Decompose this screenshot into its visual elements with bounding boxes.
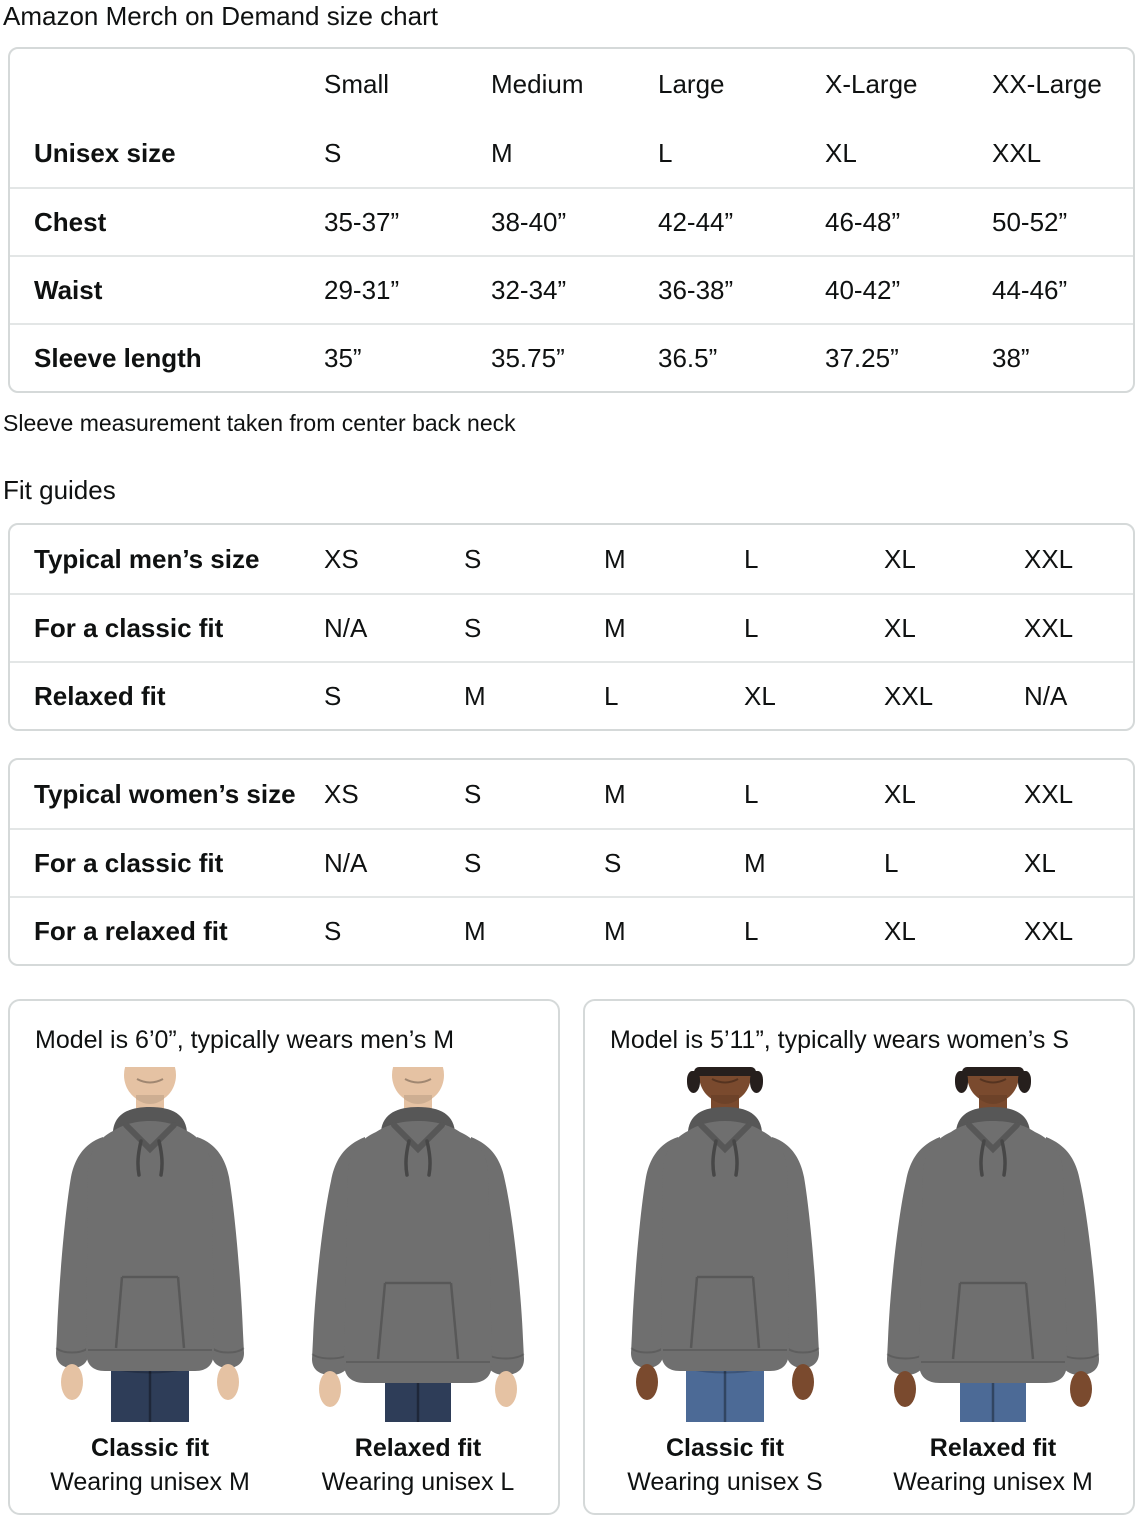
- wearing-caption: Wearing unisex L: [321, 1468, 515, 1496]
- row-label-womens-relaxed-fit: For a relaxed fit: [10, 896, 300, 964]
- column-header-small: Small: [324, 68, 390, 99]
- hoodie-model-icon: [25, 1067, 275, 1422]
- cell: S: [300, 661, 440, 729]
- mens-fit-guide-table: [8, 523, 1135, 731]
- row-label-sleeve-length: Sleeve length: [10, 323, 300, 391]
- cell: M: [604, 543, 626, 574]
- row-label-unisex-size: Unisex size: [34, 137, 176, 168]
- cell: 37.25”: [801, 323, 968, 391]
- cell: S: [580, 828, 720, 896]
- figure-women-relaxed: [865, 1067, 1121, 1496]
- cell: 35”: [300, 323, 467, 391]
- table-row-unisex-size: [10, 119, 1133, 187]
- cell: 32-34”: [467, 255, 634, 323]
- cell: N/A: [1000, 661, 1133, 729]
- womens-fit-guide-table: [8, 758, 1135, 966]
- fit-caption: Classic fit: [90, 1434, 210, 1462]
- table-row-typical-mens-size: [10, 525, 1133, 593]
- cell: 35-37”: [300, 187, 467, 255]
- column-header-medium: Medium: [491, 68, 584, 99]
- figure-men-relaxed: [290, 1067, 546, 1496]
- cell: M: [580, 593, 720, 661]
- row-label-mens-relaxed-fit: Relaxed fit: [10, 661, 300, 729]
- cell: L: [580, 661, 720, 729]
- cell: 36.5”: [634, 323, 801, 391]
- model-cards: [8, 999, 1135, 1515]
- model-photo-women-classic-fit: [600, 1067, 850, 1422]
- cell: 36-38”: [634, 255, 801, 323]
- cell: XXL: [860, 661, 1000, 729]
- cell: M: [720, 828, 860, 896]
- cell: XXL: [1024, 778, 1074, 809]
- table-row-mens-classic-fit: [10, 593, 1133, 661]
- figure-women-classic: [597, 1067, 853, 1496]
- size-chart-header-blank: [10, 49, 300, 119]
- table-row-typical-womens-size: [10, 760, 1133, 828]
- fit-guides-heading: Fit guides: [3, 475, 116, 505]
- cell: L: [744, 543, 759, 574]
- cell: 44-46”: [968, 255, 1133, 323]
- row-label-typical-mens-size: Typical men’s size: [34, 543, 260, 574]
- cell: M: [440, 896, 580, 964]
- card-title-men: Model is 6’0”, typically wears men’s M: [35, 1026, 455, 1054]
- cell: XXL: [1000, 896, 1133, 964]
- row-label-womens-classic-fit: For a classic fit: [10, 828, 300, 896]
- sleeve-measurement-note: Sleeve measurement taken from center back neck: [3, 410, 516, 436]
- hoodie-model-icon: [600, 1067, 850, 1422]
- wearing-caption: Wearing unisex M: [893, 1468, 1093, 1496]
- cell: 42-44”: [634, 187, 801, 255]
- cell: 38-40”: [467, 187, 634, 255]
- column-header-x-large: X-Large: [825, 68, 918, 99]
- cell: XL: [884, 543, 916, 574]
- cell: XS: [324, 543, 359, 574]
- cell: S: [300, 896, 440, 964]
- cell: M: [604, 778, 626, 809]
- cell: XXL: [1000, 593, 1133, 661]
- model-card-women: [583, 999, 1135, 1515]
- wearing-caption: Wearing unisex S: [627, 1468, 823, 1496]
- cell: XL: [825, 137, 857, 168]
- cell: L: [860, 828, 1000, 896]
- row-label-typical-womens-size: Typical women’s size: [34, 778, 296, 809]
- column-header-xx-large: XX-Large: [992, 68, 1102, 99]
- cell: 29-31”: [300, 255, 467, 323]
- cell: S: [464, 778, 482, 809]
- size-chart-table: [8, 47, 1135, 393]
- cell: L: [720, 593, 860, 661]
- model-photo-men-classic-fit: [25, 1067, 275, 1422]
- cell: M: [440, 661, 580, 729]
- row-label-waist: Waist: [10, 255, 300, 323]
- hoodie-model-icon: [293, 1067, 543, 1422]
- cell: N/A: [300, 593, 440, 661]
- table-row-mens-relaxed-fit: [10, 661, 1133, 729]
- fit-caption: Classic fit: [665, 1434, 785, 1462]
- cell: XXL: [1024, 543, 1074, 574]
- cell: 38”: [968, 323, 1133, 391]
- cell: XXL: [992, 137, 1042, 168]
- cell: S: [464, 543, 482, 574]
- cell: L: [720, 896, 860, 964]
- hoodie-model-icon: [868, 1067, 1118, 1422]
- model-photo-women-relaxed-fit: [868, 1067, 1118, 1422]
- column-header-large: Large: [658, 68, 725, 99]
- cell: XL: [884, 778, 916, 809]
- fit-caption: Relaxed fit: [929, 1434, 1057, 1462]
- cell: 46-48”: [801, 187, 968, 255]
- table-row-womens-classic-fit: [10, 828, 1133, 896]
- cell: S: [440, 828, 580, 896]
- wearing-caption: Wearing unisex M: [50, 1468, 250, 1496]
- cell: XL: [720, 661, 860, 729]
- cell: XL: [860, 896, 1000, 964]
- cell: N/A: [300, 828, 440, 896]
- cell: 50-52”: [968, 187, 1133, 255]
- row-label-chest: Chest: [10, 187, 300, 255]
- cell: L: [744, 778, 759, 809]
- cell: 35.75”: [467, 323, 634, 391]
- cell: L: [658, 137, 673, 168]
- cell: XL: [860, 593, 1000, 661]
- table-row-waist: [10, 255, 1133, 323]
- cell: S: [440, 593, 580, 661]
- model-card-men: [8, 999, 560, 1515]
- cell: M: [491, 137, 513, 168]
- table-row-chest: [10, 187, 1133, 255]
- model-photo-men-relaxed-fit: [293, 1067, 543, 1422]
- row-label-mens-classic-fit: For a classic fit: [10, 593, 300, 661]
- cell: XS: [324, 778, 359, 809]
- cell: M: [580, 896, 720, 964]
- table-row-sleeve-length: [10, 323, 1133, 391]
- cell: 40-42”: [801, 255, 968, 323]
- page-title: Amazon Merch on Demand size chart: [3, 1, 438, 31]
- table-row-womens-relaxed-fit: [10, 896, 1133, 964]
- card-title-women: Model is 5’11”, typically wears women’s S: [610, 1026, 1069, 1054]
- cell: S: [324, 137, 342, 168]
- cell: XL: [1000, 828, 1133, 896]
- size-chart-header-row: [10, 49, 1133, 119]
- figure-men-classic: [22, 1067, 278, 1496]
- fit-caption: Relaxed fit: [354, 1434, 482, 1462]
